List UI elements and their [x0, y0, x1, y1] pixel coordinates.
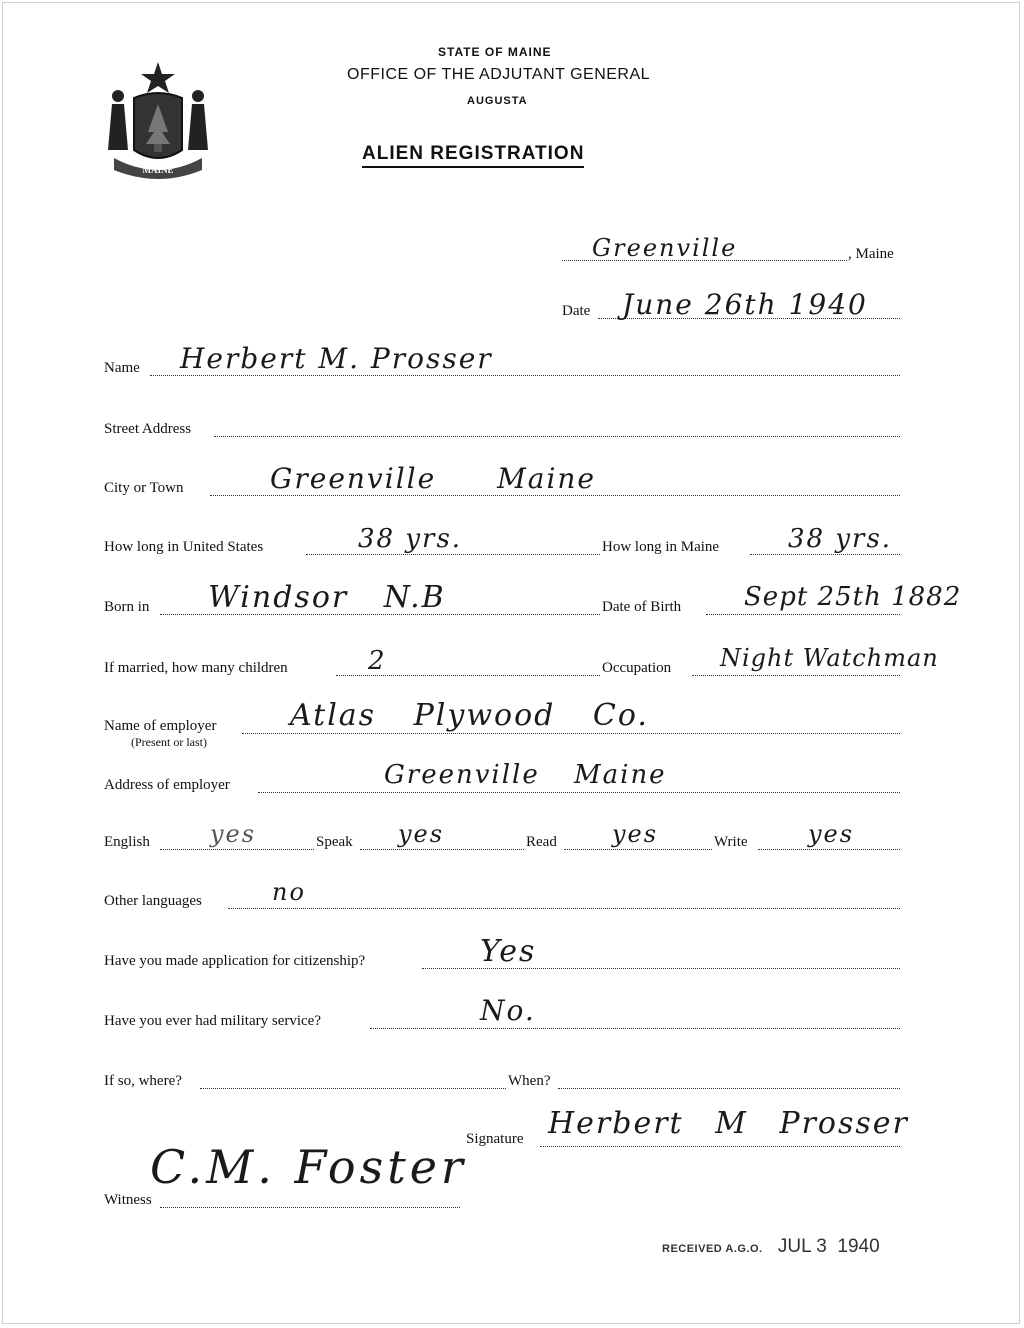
employer-line: [242, 733, 900, 734]
speak-line: [360, 849, 524, 850]
dob-value: Sept 25th 1882: [744, 582, 962, 612]
military-value: No.: [480, 994, 536, 1027]
name-line: [150, 375, 900, 376]
read-value: yes: [612, 820, 659, 848]
other-languages-label: Other languages: [104, 893, 202, 909]
town-value: Greenville: [592, 234, 738, 262]
when-label: When?: [508, 1073, 551, 1089]
how-long-us-label: How long in United States: [104, 539, 264, 555]
header-state: STATE OF MAINE: [438, 45, 552, 59]
employer-address-line: [258, 792, 900, 793]
witness-label: Witness: [104, 1192, 152, 1208]
english-label: English: [104, 834, 150, 850]
employer-address-label: Address of employer: [104, 777, 230, 793]
date-value: June 26th 1940: [622, 288, 868, 321]
date-label: Date: [562, 303, 591, 319]
write-value: yes: [808, 820, 855, 848]
employer-value: Atlas Plywood Co.: [290, 698, 649, 733]
signature-value: Herbert M Prosser: [548, 1106, 909, 1141]
military-line: [370, 1028, 900, 1029]
how-long-us-line: [306, 554, 600, 555]
children-value: 2: [368, 646, 387, 676]
where-line: [200, 1088, 506, 1089]
form-title: ALIEN REGISTRATION: [362, 143, 584, 168]
children-label: If married, how many children: [104, 660, 288, 676]
born-in-label: Born in: [104, 599, 150, 615]
received-stamp: [662, 1236, 880, 1258]
other-languages-line: [228, 908, 900, 909]
speak-label: Speak: [316, 834, 353, 850]
occupation-label: Occupation: [602, 660, 672, 676]
write-line: [758, 849, 900, 850]
born-in-value: Windsor N.B: [208, 580, 446, 615]
dob-line: [706, 614, 900, 615]
other-languages-value: no: [272, 878, 306, 906]
citizenship-label: Have you made application for citizenship?: [104, 953, 366, 969]
citizenship-value: Yes: [480, 934, 537, 969]
employer-address-value: Greenville Maine: [384, 760, 667, 790]
speak-value: yes: [398, 820, 445, 848]
occupation-line: [692, 675, 900, 676]
english-line: [160, 849, 314, 850]
occupation-value: Night Watchman: [720, 644, 939, 672]
state-seal-icon: [104, 58, 212, 182]
when-line: [558, 1088, 900, 1089]
maine-label: , Maine: [848, 246, 894, 262]
street-label: Street Address: [104, 421, 192, 437]
how-long-maine-label: How long in Maine: [602, 539, 720, 555]
if-so-where-label: If so, where?: [104, 1073, 182, 1089]
military-label: Have you ever had military service?: [104, 1013, 321, 1029]
dob-label: Date of Birth: [602, 599, 682, 615]
signature-line: [540, 1146, 900, 1147]
read-label: Read: [526, 834, 557, 850]
english-value: yes: [210, 820, 257, 848]
read-line: [564, 849, 712, 850]
city-label: City or Town: [104, 480, 184, 496]
employer-label: Name of employer: [104, 718, 217, 734]
received-stamp-date: JUL 3 1940: [777, 1236, 880, 1257]
signature-label: Signature: [466, 1131, 524, 1147]
write-label: Write: [714, 834, 748, 850]
city-value: Greenville Maine: [270, 462, 597, 495]
how-long-us-value: 38 yrs.: [358, 524, 463, 554]
employer-note: (Present or last): [131, 735, 207, 749]
city-line: [210, 495, 900, 496]
name-label: Name: [104, 360, 140, 376]
street-line: [214, 436, 900, 437]
how-long-maine-line: [750, 554, 900, 555]
header-city: AUGUSTA: [467, 95, 528, 107]
witness-signature: C.M. Foster: [150, 1140, 467, 1194]
received-stamp-label: RECEIVED A.G.O.: [662, 1243, 763, 1255]
how-long-maine-value: 38 yrs.: [788, 524, 893, 554]
witness-line: [160, 1207, 460, 1208]
name-value: Herbert M. Prosser: [180, 342, 493, 375]
seal-banner-text: MAINE: [142, 165, 174, 175]
header-office: OFFICE OF THE ADJUTANT GENERAL: [347, 66, 651, 83]
